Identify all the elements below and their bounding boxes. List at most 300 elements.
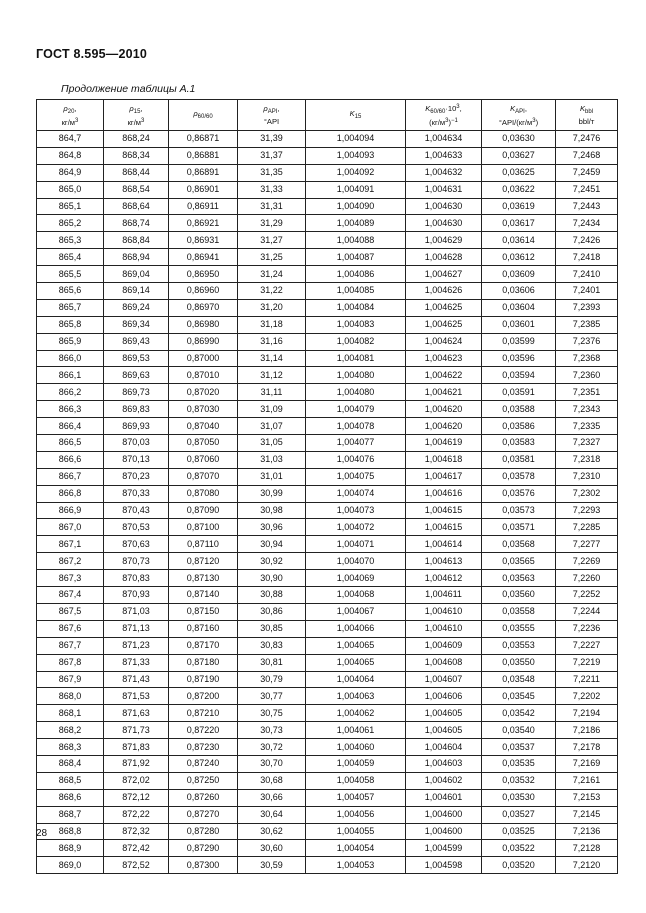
table-cell: 871,23: [104, 637, 169, 654]
table-cell: 1,004081: [306, 350, 406, 367]
table-row: [37, 755, 618, 772]
table-cell: 1,004622: [406, 367, 482, 384]
table-cell: 0,87150: [169, 603, 238, 620]
table-cell: 1,004066: [306, 620, 406, 637]
table-cell: 1,004631: [406, 181, 482, 198]
table-cell: 30,88: [238, 587, 306, 604]
table-cell: 865,0: [37, 181, 104, 198]
table-cell: 30,77: [238, 688, 306, 705]
table-row: [37, 316, 618, 333]
table-cell: 1,004057: [306, 789, 406, 806]
table-cell: 7,2136: [556, 823, 618, 840]
table-cell: 868,9: [37, 840, 104, 857]
table-row: [37, 739, 618, 756]
table-cell: 869,73: [104, 384, 169, 401]
table-cell: 7,2145: [556, 806, 618, 823]
table-cell: 0,03555: [482, 620, 556, 637]
table-row: [37, 806, 618, 823]
table-cell: 1,004063: [306, 688, 406, 705]
table-row: [37, 350, 618, 367]
table-cell: 7,2252: [556, 587, 618, 604]
table-cell: 866,3: [37, 401, 104, 418]
table-cell: 1,004626: [406, 283, 482, 300]
table-cell: 868,6: [37, 789, 104, 806]
table-cell: 868,5: [37, 772, 104, 789]
table-cell: 30,98: [238, 502, 306, 519]
table-cell: 867,0: [37, 519, 104, 536]
table-cell: 0,03586: [482, 418, 556, 435]
table-cell: 0,87070: [169, 468, 238, 485]
table-cell: 30,68: [238, 772, 306, 789]
table-cell: 31,39: [238, 131, 306, 148]
table-cell: 31,27: [238, 232, 306, 249]
table-cell: 7,2194: [556, 705, 618, 722]
table-cell: 1,004092: [306, 164, 406, 181]
table-cell: 1,004062: [306, 705, 406, 722]
table-cell: 1,004076: [306, 451, 406, 468]
table-cell: 870,33: [104, 485, 169, 502]
table-cell: 0,03622: [482, 181, 556, 198]
table-cell: 7,2451: [556, 181, 618, 198]
table-cell: 1,004605: [406, 705, 482, 722]
table-cell: 1,004612: [406, 570, 482, 587]
table-cell: 872,42: [104, 840, 169, 857]
table-cell: 865,7: [37, 299, 104, 316]
table-cell: 869,93: [104, 418, 169, 435]
table-cell: 1,004607: [406, 671, 482, 688]
table-cell: 1,004085: [306, 283, 406, 300]
table-body: [37, 131, 618, 874]
table-cell: 7,2434: [556, 215, 618, 232]
table-cell: 7,2335: [556, 418, 618, 435]
table-cell: 1,004090: [306, 198, 406, 215]
table-cell: 865,1: [37, 198, 104, 215]
table-cell: 0,87140: [169, 587, 238, 604]
table-cell: 0,86921: [169, 215, 238, 232]
table-cell: 0,87040: [169, 418, 238, 435]
table-cell: 31,12: [238, 367, 306, 384]
table-cell: 866,9: [37, 502, 104, 519]
table-cell: 0,03594: [482, 367, 556, 384]
table-cell: 869,63: [104, 367, 169, 384]
table-row: [37, 147, 618, 164]
table-cell: 1,004604: [406, 739, 482, 756]
table-row: [37, 840, 618, 857]
table-cell: 868,44: [104, 164, 169, 181]
table-row: [37, 367, 618, 384]
table-cell: 1,004064: [306, 671, 406, 688]
table-cell: 1,004630: [406, 198, 482, 215]
table-cell: 871,33: [104, 654, 169, 671]
table-cell: 7,2401: [556, 283, 618, 300]
header-rho-api: $\rho_{API}$, °API: [238, 100, 306, 131]
table-cell: 0,03548: [482, 671, 556, 688]
table-row: [37, 789, 618, 806]
table-cell: 0,03606: [482, 283, 556, 300]
table-cell: 0,03553: [482, 637, 556, 654]
table-cell: 30,70: [238, 755, 306, 772]
table-cell: 868,34: [104, 147, 169, 164]
table-cell: 869,24: [104, 299, 169, 316]
table-cell: 30,62: [238, 823, 306, 840]
table-cell: 1,004073: [306, 502, 406, 519]
table-cell: 7,2227: [556, 637, 618, 654]
table-cell: 0,03540: [482, 722, 556, 739]
table-cell: 866,4: [37, 418, 104, 435]
table-cell: 31,01: [238, 468, 306, 485]
table-cell: 869,53: [104, 350, 169, 367]
table-cell: 1,004624: [406, 333, 482, 350]
table-cell: 0,03619: [482, 198, 556, 215]
table-cell: 0,03565: [482, 553, 556, 570]
table-row: [37, 485, 618, 502]
table-row: [37, 587, 618, 604]
table-cell: 1,004070: [306, 553, 406, 570]
table-cell: 30,86: [238, 603, 306, 620]
table-cell: 0,87050: [169, 435, 238, 452]
table-cell: 869,0: [37, 857, 104, 874]
table-cell: 0,87290: [169, 840, 238, 857]
table-cell: 0,86941: [169, 249, 238, 266]
table-cell: 7,2277: [556, 536, 618, 553]
table-cell: 1,004605: [406, 722, 482, 739]
table-cell: 31,37: [238, 147, 306, 164]
table-cell: 871,63: [104, 705, 169, 722]
table-cell: 0,03576: [482, 485, 556, 502]
table-cell: 1,004056: [306, 806, 406, 823]
header-k6060: $K_{60/60}\cdot 10^3$, $(кг/м^3)^{-1}$: [406, 100, 482, 131]
table-cell: 30,59: [238, 857, 306, 874]
table-cell: 0,87060: [169, 451, 238, 468]
table-cell: 869,83: [104, 401, 169, 418]
table-cell: 1,004608: [406, 654, 482, 671]
table-cell: 0,87210: [169, 705, 238, 722]
table-row: [37, 722, 618, 739]
table-cell: 0,87190: [169, 671, 238, 688]
table-cell: 7,2120: [556, 857, 618, 874]
table-cell: 1,004634: [406, 131, 482, 148]
table-cell: 0,87090: [169, 502, 238, 519]
table-cell: 31,35: [238, 164, 306, 181]
table-cell: 1,004074: [306, 485, 406, 502]
table-cell: 7,2343: [556, 401, 618, 418]
table-cell: 867,4: [37, 587, 104, 604]
table-row: [37, 418, 618, 435]
table-row: [37, 519, 618, 536]
table-cell: 0,87130: [169, 570, 238, 587]
table-cell: 0,86960: [169, 283, 238, 300]
header-k-api: $K_{API}$, $^\circ API/(кг/м^3)$: [482, 100, 556, 131]
table-cell: 1,004077: [306, 435, 406, 452]
table-cell: 869,43: [104, 333, 169, 350]
table-cell: 1,004071: [306, 536, 406, 553]
table-row: [37, 384, 618, 401]
table-cell: 1,004629: [406, 232, 482, 249]
table-cell: 866,2: [37, 384, 104, 401]
table-cell: 868,64: [104, 198, 169, 215]
table-cell: 7,2285: [556, 519, 618, 536]
table-cell: 1,004600: [406, 823, 482, 840]
table-cell: 30,85: [238, 620, 306, 637]
header-kbbl: $K_{bbl}$ bbl/т: [556, 100, 618, 131]
table-cell: 867,9: [37, 671, 104, 688]
table-row: [37, 131, 618, 148]
table-cell: 7,2161: [556, 772, 618, 789]
table-row: [37, 435, 618, 452]
table-cell: 1,004060: [306, 739, 406, 756]
table-cell: 0,03568: [482, 536, 556, 553]
table-cell: 870,43: [104, 502, 169, 519]
table-cell: 1,004602: [406, 772, 482, 789]
table-row: [37, 823, 618, 840]
table-cell: 1,004054: [306, 840, 406, 857]
table-cell: 1,004084: [306, 299, 406, 316]
table-cell: 870,03: [104, 435, 169, 452]
table-cell: 30,81: [238, 654, 306, 671]
table-row: [37, 164, 618, 181]
table-cell: 868,4: [37, 755, 104, 772]
table-cell: 0,03527: [482, 806, 556, 823]
table-cell: 31,18: [238, 316, 306, 333]
table-row: [37, 620, 618, 637]
table-cell: 865,9: [37, 333, 104, 350]
table-cell: 1,004061: [306, 722, 406, 739]
table-cell: 1,004627: [406, 266, 482, 283]
table-cell: 7,2368: [556, 350, 618, 367]
table-cell: 0,03571: [482, 519, 556, 536]
table-cell: 870,63: [104, 536, 169, 553]
table-cell: 0,87170: [169, 637, 238, 654]
table-cell: 0,03614: [482, 232, 556, 249]
table-cell: 7,2169: [556, 755, 618, 772]
table-cell: 0,87230: [169, 739, 238, 756]
table-cell: 1,004058: [306, 772, 406, 789]
table-cell: 1,004621: [406, 384, 482, 401]
table-cell: 0,03537: [482, 739, 556, 756]
table-cell: 7,2128: [556, 840, 618, 857]
table-cell: 1,004067: [306, 603, 406, 620]
table-cell: 871,13: [104, 620, 169, 637]
table-cell: 0,87120: [169, 553, 238, 570]
table-cell: 31,03: [238, 451, 306, 468]
table-cell: 870,73: [104, 553, 169, 570]
table-cell: 7,2219: [556, 654, 618, 671]
table-cell: 1,004082: [306, 333, 406, 350]
table-cell: 1,004065: [306, 654, 406, 671]
table-row: [37, 502, 618, 519]
table-cell: 867,1: [37, 536, 104, 553]
table-cell: 866,8: [37, 485, 104, 502]
table-cell: 870,53: [104, 519, 169, 536]
table-cell: 1,004598: [406, 857, 482, 874]
table-cell: 30,64: [238, 806, 306, 823]
header-k15: $K_{15}$: [306, 100, 406, 131]
table-cell: 0,03588: [482, 401, 556, 418]
table-cell: 864,7: [37, 131, 104, 148]
table-cell: 1,004053: [306, 857, 406, 874]
table-cell: 0,87010: [169, 367, 238, 384]
table-cell: 0,87220: [169, 722, 238, 739]
table-cell: 0,03617: [482, 215, 556, 232]
table-row: [37, 468, 618, 485]
table-cell: 1,004620: [406, 418, 482, 435]
table-row: [37, 772, 618, 789]
table-cell: 0,86871: [169, 131, 238, 148]
table-cell: 0,86970: [169, 299, 238, 316]
table-caption: Продолжение таблицы А.1: [61, 83, 196, 95]
table-cell: 867,2: [37, 553, 104, 570]
table-cell: 871,83: [104, 739, 169, 756]
table-cell: 7,2360: [556, 367, 618, 384]
table-row: [37, 570, 618, 587]
table-cell: 31,09: [238, 401, 306, 418]
table-cell: 7,2468: [556, 147, 618, 164]
table-cell: 31,22: [238, 283, 306, 300]
table-cell: 1,004619: [406, 435, 482, 452]
table-cell: 871,53: [104, 688, 169, 705]
table-cell: 1,004088: [306, 232, 406, 249]
table-cell: 1,004091: [306, 181, 406, 198]
table-cell: 0,86881: [169, 147, 238, 164]
table-cell: 1,004055: [306, 823, 406, 840]
table-cell: 867,5: [37, 603, 104, 620]
table-cell: 0,03601: [482, 316, 556, 333]
table-cell: 0,03563: [482, 570, 556, 587]
table-cell: 870,83: [104, 570, 169, 587]
table-cell: 7,2393: [556, 299, 618, 316]
table-cell: 1,004080: [306, 384, 406, 401]
table-cell: 0,03583: [482, 435, 556, 452]
table-cell: 1,004616: [406, 485, 482, 502]
table-row: [37, 299, 618, 316]
table-cell: 865,2: [37, 215, 104, 232]
table-cell: 7,2410: [556, 266, 618, 283]
table-cell: 1,004613: [406, 553, 482, 570]
table-cell: 1,004603: [406, 755, 482, 772]
table-cell: 868,3: [37, 739, 104, 756]
table-cell: 0,87200: [169, 688, 238, 705]
table-cell: 867,7: [37, 637, 104, 654]
table-cell: 0,03558: [482, 603, 556, 620]
table-cell: 1,004625: [406, 299, 482, 316]
table-cell: 0,03581: [482, 451, 556, 468]
table-cell: 868,54: [104, 181, 169, 198]
table-cell: 7,2376: [556, 333, 618, 350]
table-cell: 7,2178: [556, 739, 618, 756]
table-row: [37, 603, 618, 620]
table-cell: 865,6: [37, 283, 104, 300]
table-cell: 1,004072: [306, 519, 406, 536]
table-cell: 31,31: [238, 198, 306, 215]
table-cell: 7,2293: [556, 502, 618, 519]
table-cell: 1,004633: [406, 147, 482, 164]
table-row: [37, 401, 618, 418]
table-cell: 1,004632: [406, 164, 482, 181]
table-cell: 0,03599: [482, 333, 556, 350]
table-cell: 31,20: [238, 299, 306, 316]
table-cell: 868,2: [37, 722, 104, 739]
table-cell: 866,1: [37, 367, 104, 384]
table-cell: 1,004618: [406, 451, 482, 468]
table-cell: 869,34: [104, 316, 169, 333]
table-cell: 0,87250: [169, 772, 238, 789]
table-cell: 1,004601: [406, 789, 482, 806]
table-row: [37, 283, 618, 300]
table-cell: 1,004615: [406, 502, 482, 519]
table-cell: 872,02: [104, 772, 169, 789]
table-row: [37, 671, 618, 688]
table-cell: 871,73: [104, 722, 169, 739]
table-cell: 0,86891: [169, 164, 238, 181]
table-cell: 0,87280: [169, 823, 238, 840]
table-cell: 0,87260: [169, 789, 238, 806]
table-cell: 0,03596: [482, 350, 556, 367]
table-cell: 1,004093: [306, 147, 406, 164]
table-cell: 868,24: [104, 131, 169, 148]
table-cell: 0,03520: [482, 857, 556, 874]
table-cell: 1,004075: [306, 468, 406, 485]
table-cell: 871,92: [104, 755, 169, 772]
table-cell: 1,004623: [406, 350, 482, 367]
table-cell: 871,03: [104, 603, 169, 620]
table-cell: 31,29: [238, 215, 306, 232]
table-cell: 868,84: [104, 232, 169, 249]
table-cell: 31,24: [238, 266, 306, 283]
table-cell: 0,87020: [169, 384, 238, 401]
table-cell: 7,2476: [556, 131, 618, 148]
table-cell: 7,2202: [556, 688, 618, 705]
table-cell: 1,004600: [406, 806, 482, 823]
table-cell: 0,86990: [169, 333, 238, 350]
table-cell: 0,86901: [169, 181, 238, 198]
table-cell: 1,004610: [406, 603, 482, 620]
table-cell: 865,8: [37, 316, 104, 333]
table-row: [37, 232, 618, 249]
data-table: [36, 99, 618, 874]
table-row: [37, 688, 618, 705]
table-cell: 7,2385: [556, 316, 618, 333]
table-cell: 0,87160: [169, 620, 238, 637]
table-cell: 872,32: [104, 823, 169, 840]
table-cell: 7,2310: [556, 468, 618, 485]
table-cell: 30,79: [238, 671, 306, 688]
table-cell: 0,87240: [169, 755, 238, 772]
table-row: [37, 553, 618, 570]
table-cell: 7,2236: [556, 620, 618, 637]
table-cell: 7,2418: [556, 249, 618, 266]
table-cell: 869,14: [104, 283, 169, 300]
table-cell: 30,99: [238, 485, 306, 502]
table-cell: 1,004078: [306, 418, 406, 435]
table-row: [37, 333, 618, 350]
table-cell: 7,2351: [556, 384, 618, 401]
table-cell: 1,004630: [406, 215, 482, 232]
table-cell: 30,73: [238, 722, 306, 739]
table-cell: 872,12: [104, 789, 169, 806]
table-cell: 30,92: [238, 553, 306, 570]
table-cell: 31,25: [238, 249, 306, 266]
table-cell: 870,93: [104, 587, 169, 604]
table-cell: 0,87110: [169, 536, 238, 553]
table-row: [37, 536, 618, 553]
table-cell: 7,2211: [556, 671, 618, 688]
table-cell: 868,74: [104, 215, 169, 232]
table-cell: 0,87000: [169, 350, 238, 367]
table-cell: 0,87100: [169, 519, 238, 536]
table-cell: 864,9: [37, 164, 104, 181]
table-cell: 7,2269: [556, 553, 618, 570]
table-cell: 867,8: [37, 654, 104, 671]
